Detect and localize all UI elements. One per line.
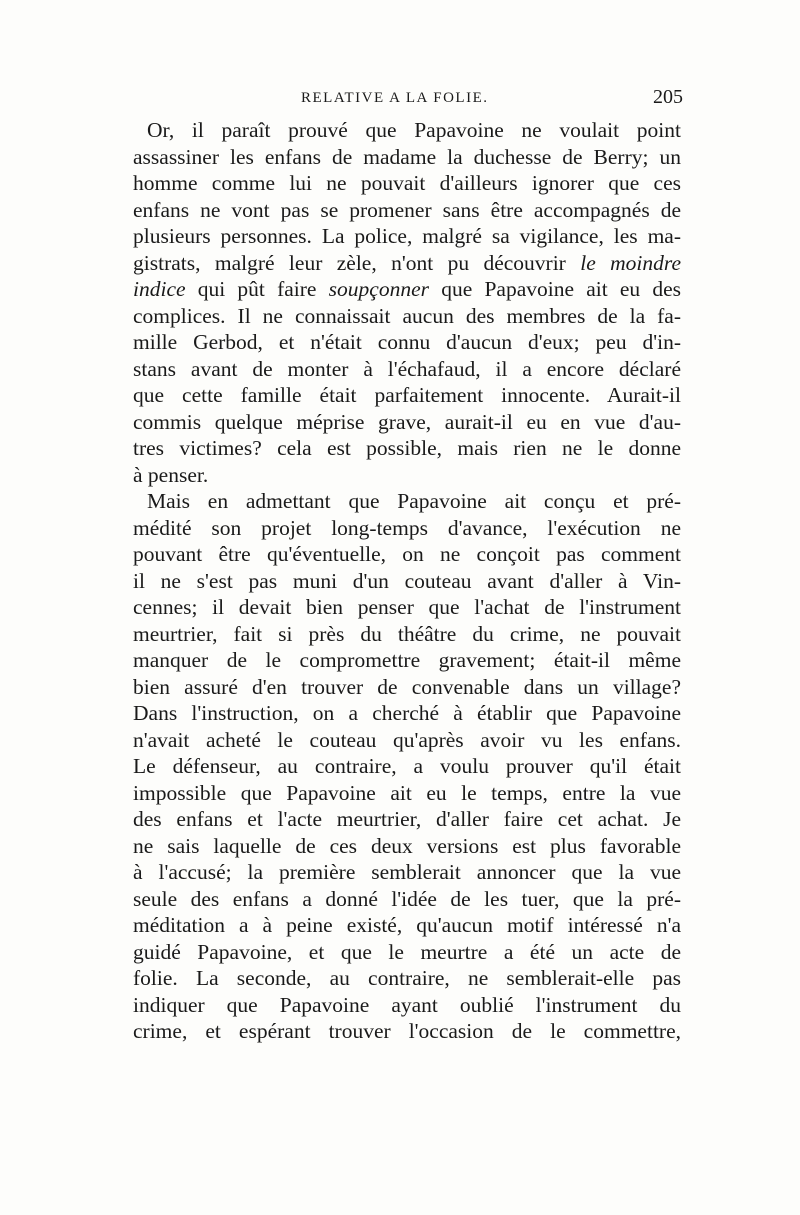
- text-line: que cette famille était parfaitement innocente. Aurait-il: [133, 383, 681, 407]
- text-line: des enfans et l'acte meurtrier, d'aller faire cet achat. Je: [133, 807, 681, 831]
- running-title: RELATIVE A LA FOLIE.: [301, 90, 489, 106]
- italic-text: indice: [133, 277, 186, 301]
- text-span: qui pût faire: [197, 277, 317, 301]
- text-line: [133, 250, 681, 277]
- text-line: assassiner les enfans de madame la duchesse de Berry; un: [133, 144, 681, 169]
- text-line: indiquer que Papavoine ayant oublié l'instrument du: [133, 992, 681, 1017]
- text-line: stans avant de monter à l'échafaud, il a encore déclaré: [133, 356, 681, 381]
- text-line: il ne s'est pas muni d'un couteau avant d'aller à Vin-: [133, 568, 681, 593]
- text-span: que Papavoine ait eu des: [441, 277, 682, 301]
- text-line: bien assuré d'en trouver de convenable dans un village?: [133, 674, 681, 699]
- text-span: gistrats, malgré leur zèle, n'ont pu découvrir: [133, 250, 566, 275]
- text-line: médité son projet long-temps d'avance, l'exécution ne: [133, 515, 681, 540]
- text-line: complices. Il ne connaissait aucun des membres de la fa-: [133, 303, 681, 328]
- text-line: Mais en admettant que Papavoine ait conçu et pré-: [147, 489, 681, 513]
- body-text: [133, 117, 681, 1045]
- text-line: manquer de le compromettre gravement; était-il même: [133, 648, 681, 672]
- text-line: à penser.: [133, 462, 209, 487]
- italic-text: soupçonner: [328, 277, 429, 301]
- text-line: tres victimes? cela est possible, mais rien ne le donne: [133, 436, 681, 460]
- text-line: plusieurs personnes. La police, malgré sa vigilance, les ma-: [133, 224, 681, 248]
- text-line: pouvant être qu'éventuelle, on ne conçoit pas comment: [133, 542, 681, 566]
- text-line: folie. La seconde, au contraire, ne semblerait-elle pas: [133, 966, 681, 990]
- text-line: Le défenseur, au contraire, a voulu prouver qu'il était: [133, 754, 681, 778]
- text-line: ne sais laquelle de ces deux versions est plus favorable: [133, 833, 681, 858]
- text-line: à l'accusé; la première semblerait annoncer que la vue: [133, 860, 681, 884]
- italic-text: le moindre: [580, 250, 681, 275]
- text-line: Dans l'instruction, on a cherché à établir que Papavoine: [133, 701, 681, 725]
- text-line: seule des enfans a donné l'idée de les tuer, que la pré-: [133, 886, 681, 911]
- text-line: n'avait acheté le couteau qu'après avoir vu les enfans.: [133, 727, 681, 752]
- text-line: [133, 276, 681, 303]
- running-head: [133, 86, 683, 112]
- text-line: enfans ne vont pas se promener sans être accompagnés de: [133, 197, 681, 222]
- text-line: guidé Papavoine, et que le meurtre a été un acte de: [133, 939, 681, 964]
- page-number: 205: [653, 86, 683, 108]
- text-line: crime, et espérant trouver l'occasion de le commettre,: [133, 1019, 681, 1043]
- text-line: mille Gerbod, et n'était connu d'aucun d'eux; peu d'in-: [133, 330, 681, 354]
- text-line: Or, il paraît prouvé que Papavoine ne voulait point: [147, 118, 681, 142]
- text-line: homme comme lui ne pouvait d'ailleurs ignorer que ces: [133, 171, 681, 195]
- text-line: impossible que Papavoine ait eu le temps, entre la vue: [133, 780, 681, 805]
- text-line: méditation a à peine existé, qu'aucun motif intéressé n'a: [133, 913, 681, 937]
- text-line: commis quelque méprise grave, aurait-il eu en vue d'au-: [133, 409, 681, 434]
- text-line: meurtrier, fait si près du théâtre du crime, ne pouvait: [133, 621, 681, 646]
- text-line: cennes; il devait bien penser que l'achat de l'instrument: [133, 595, 681, 619]
